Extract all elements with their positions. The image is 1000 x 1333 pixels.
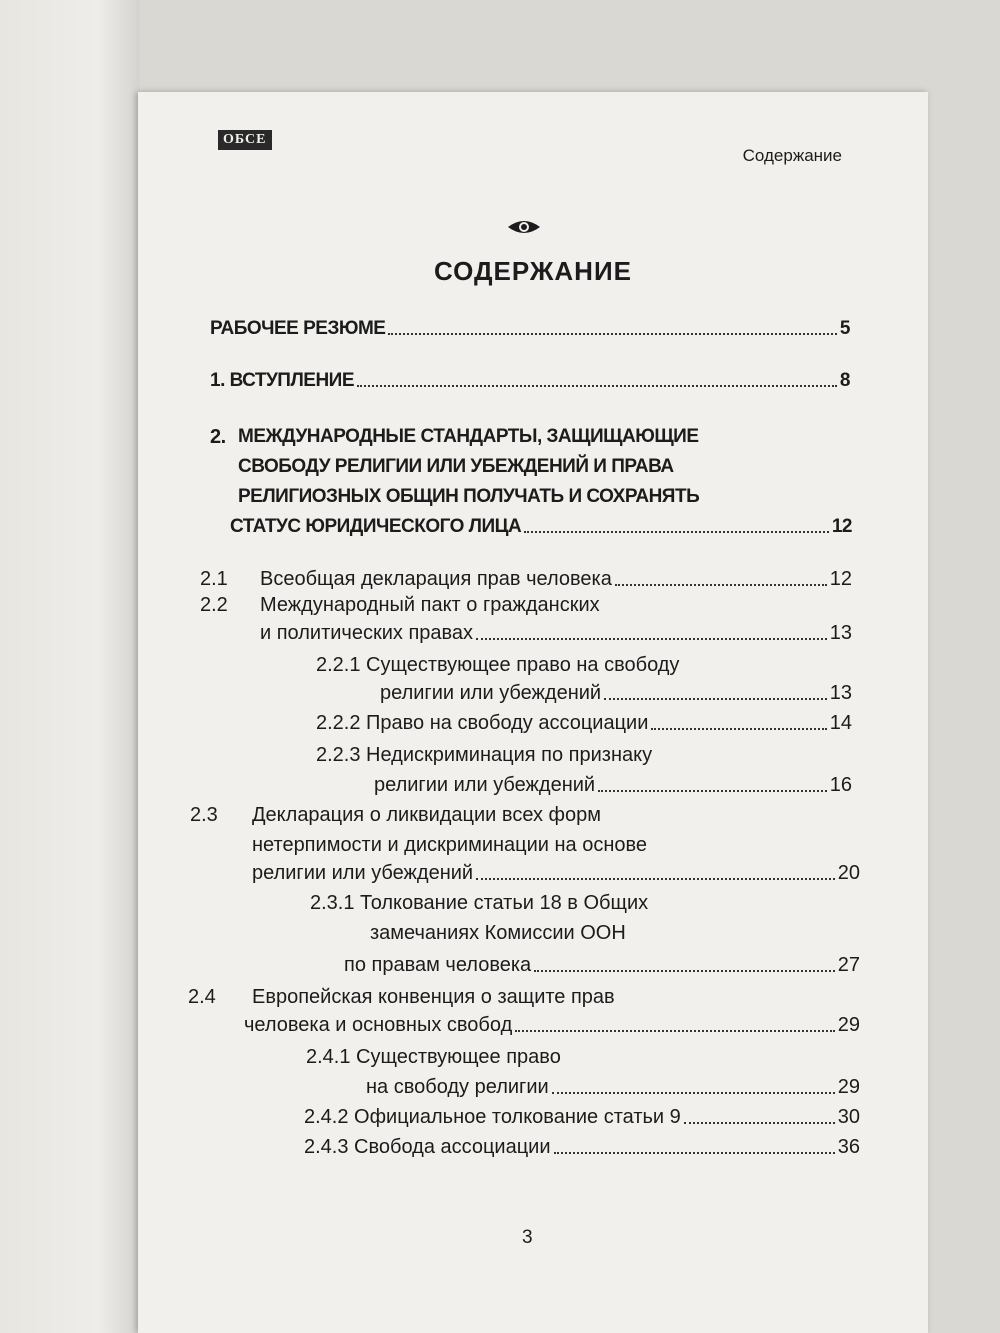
eye-ornament-icon xyxy=(506,218,542,236)
toc-entry-2-4-2[interactable]: 2.4.2 Официальное толкование статьи 9 30 xyxy=(304,1106,860,1128)
dot-leader xyxy=(515,1030,835,1032)
toc-entry-2-4-3[interactable]: 2.4.3 Свобода ассоциации 36 xyxy=(304,1136,860,1158)
document-page: ОБСЕ Содержание СОДЕРЖАНИЕ РАБОЧЕЕ РЕЗЮМЕ 5 1. ВСТУПЛЕНИЕ 8 2. МЕЖДУНАРОДНЫЕ СТАНДАРТЫ, ЗАЩИЩАЮЩИЕ СВОБОДУ РЕЛИГИИ ИЛИ УБЕЖДЕНИЙ И ПРАВА РЕЛИГИОЗНЫХ ОБЩИН ПОЛУЧАТЬ И СОХРАНЯТЬ СТАТУС ЮРИДИЧЕСКОГО ЛИЦА 12 2.1 Всеобщая декларация прав человека 12 2.2 Международный пакт о гражданских и политических правах 13 2.2.1 Существующее право на свободу религии или убеждений 13 2.2.2 Право на свободу ассоциации 14 2.2.3 Недискриминация по признаку религии или убеждений 16 2.3 Декларация о ликвидации всех форм нетерпимости и дискриминации на основе религии или убеждений 20 2.3.1 Толкование статьи 18 в Общих замечаниях Комиссии ООН по правам человека 27 2.4 Европейская конвенция о защите прав человека и основных свобод 29 2.4.1 Существующее право на свободу религии 29 2.4.2 Официальное толкование статьи 9 30 2.4.3 Свобода ассоциации 36 3 xyxy=(138,92,928,1333)
dot-leader xyxy=(552,1092,835,1094)
toc-entry-intro[interactable]: 1. ВСТУПЛЕНИЕ 8 xyxy=(210,370,850,391)
previous-page-edge xyxy=(0,0,140,1333)
dot-leader xyxy=(476,878,835,880)
dot-leader xyxy=(534,970,835,972)
chapter-2-line: СВОБОДУ РЕЛИГИИ ИЛИ УБЕЖДЕНИЙ И ПРАВА xyxy=(238,456,674,477)
dot-leader xyxy=(651,728,826,730)
toc-title: СОДЕРЖАНИЕ xyxy=(434,256,632,286)
dot-leader xyxy=(357,385,837,387)
dot-leader xyxy=(598,790,827,792)
chapter-2-line: РЕЛИГИОЗНЫХ ОБЩИН ПОЛУЧАТЬ И СОХРАНЯТЬ xyxy=(238,486,700,507)
dot-leader xyxy=(604,698,827,700)
dot-leader xyxy=(524,531,829,533)
toc-entry-2-2-2[interactable]: 2.2.2 Право на свободу ассоциации 14 xyxy=(316,712,852,734)
osce-logo: ОБСЕ xyxy=(218,130,272,150)
page-number: 3 xyxy=(522,1227,533,1248)
dot-leader xyxy=(388,333,836,335)
running-head: Содержание xyxy=(742,146,842,165)
dot-leader xyxy=(476,638,827,640)
dot-leader xyxy=(684,1122,835,1124)
dot-leader xyxy=(615,584,827,586)
dot-leader xyxy=(554,1152,835,1154)
toc-entry-summary[interactable]: РАБОЧЕЕ РЕЗЮМЕ 5 xyxy=(210,318,850,339)
chapter-2-line: МЕЖДУНАРОДНЫЕ СТАНДАРТЫ, ЗАЩИЩАЮЩИЕ xyxy=(238,426,699,447)
